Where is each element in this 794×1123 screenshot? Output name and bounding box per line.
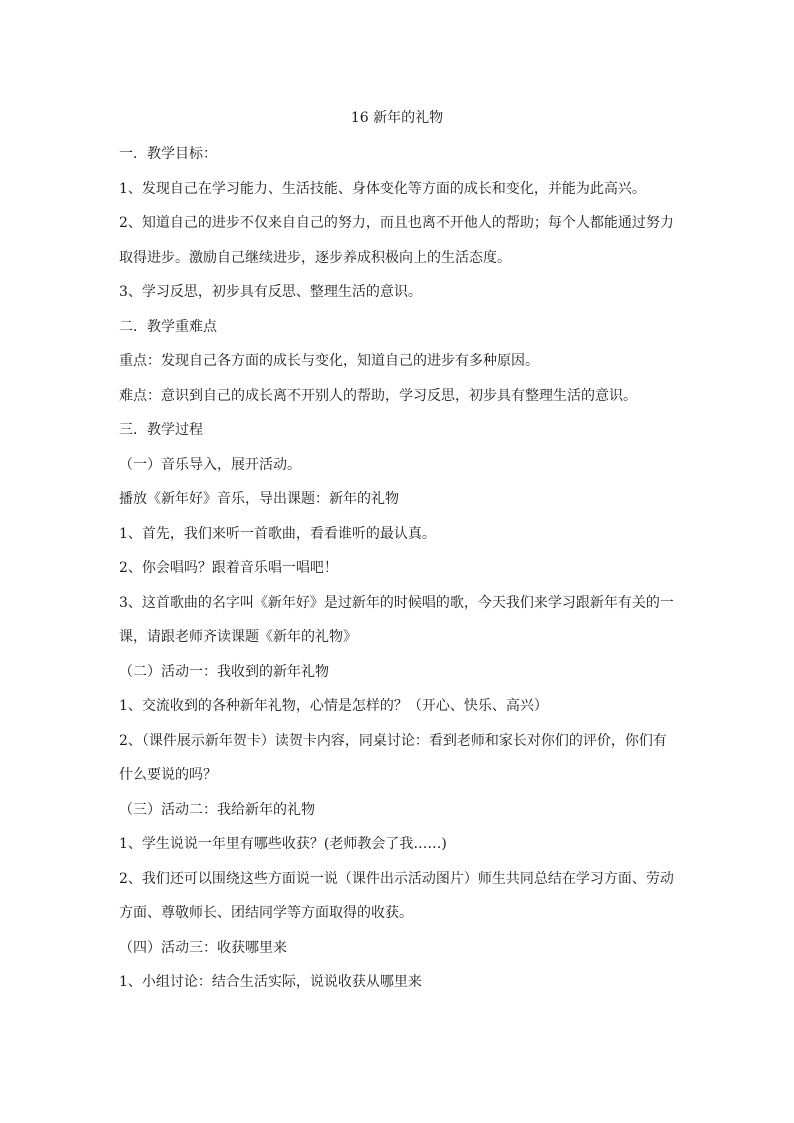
goal-item-2-line-2: 取得进步。激励自己继续进步，逐步养成积极向上的生活态度。	[119, 249, 511, 266]
step-item: 2、我们还可以围绕这些方面说一说（课件出示活动图片）师生共同总结在学习方面、劳动	[119, 870, 674, 887]
step-item: 3、这首歌曲的名字叫《新年好》是过新年的时候唱的歌，今天我们来学习跟新年有关的一	[119, 594, 674, 611]
document-title: 16 新年的礼物	[350, 110, 444, 126]
step-item: 2、你会唱吗？跟着音乐唱一唱吧！	[119, 560, 338, 576]
step-item: 1、交流收到的各种新年礼物，心情是怎样的？（开心、快乐、高兴）	[119, 698, 548, 714]
section-heading-key-points: 二．教学重难点	[119, 318, 217, 335]
goal-item-2-line-1: 2、知道自己的进步不仅来自自己的努力，而且也离不开他人的帮助；每个人都能通过努力	[119, 215, 674, 231]
paragraph: 播放《新年好》音乐，导出课题：新年的礼物	[119, 491, 399, 507]
difficult-point: 难点：意识到自己的成长离不开别人的帮助，学习反思，初步具有整理生活的意识。	[119, 387, 637, 404]
activity-heading-3: （三）活动二：我给新年的礼物	[119, 801, 315, 818]
key-point: 重点：发现自己各方面的成长与变化，知道自己的进步有多种原因。	[119, 353, 539, 369]
activity-heading-2: （二）活动一：我收到的新年礼物	[119, 663, 329, 680]
step-item: 1、小组讨论：结合生活实际，说说收获从哪里来	[119, 974, 422, 990]
goal-item-3: 3、学习反思，初步具有反思、整理生活的意识。	[119, 284, 422, 300]
step-item-continued: 方面、尊敬师长、团结同学等方面取得的收获。	[119, 905, 413, 921]
section-heading-process: 三．教学过程	[119, 422, 203, 438]
step-item-continued: 什么要说的吗？	[119, 767, 217, 783]
step-item: 1、首先，我们来听一首歌曲，看看谁听的最认真。	[119, 525, 436, 542]
step-item: 1、学生说说一年里有哪些收获？(老师教会了我……)	[119, 836, 447, 852]
step-item: 2、（课件展示新年贺卡）读贺卡内容，同桌讨论：看到老师和家长对你们的评价，你们有	[119, 732, 667, 749]
activity-heading-1: （一）音乐导入，展开活动。	[119, 456, 301, 473]
activity-heading-4: （四）活动三：收获哪里来	[119, 939, 287, 956]
section-heading-goals: 一．教学目标：	[119, 146, 217, 162]
goal-item-1: 1、发现自己在学习能力、生活技能、身体变化等方面的成长和变化，并能为此高兴。	[119, 180, 646, 197]
step-item-continued: 课，请跟老师齐读课题《新年的礼物》	[119, 629, 357, 645]
document-body	[119, 144, 681, 1007]
